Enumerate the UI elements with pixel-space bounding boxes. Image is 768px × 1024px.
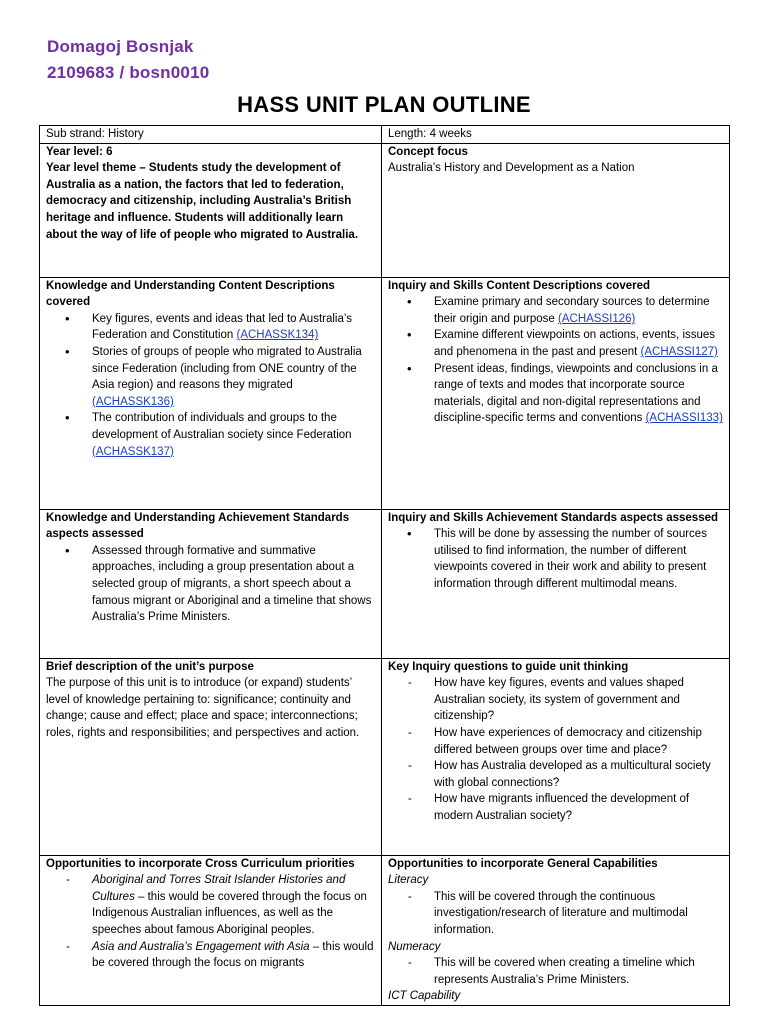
concept-heading: Concept focus <box>388 145 468 158</box>
list-item <box>92 410 376 460</box>
list-item-text: Present ideas, findings, viewpoints and conclusions in a range of texts and modes that incorporate source materials, digital and non-digital representations and discipline-specific terms and conventions <box>434 362 718 425</box>
list-item-text: Key figures, events and ideas that led to Australia’s Federation and Constitution <box>92 312 352 342</box>
curriculum-code-link[interactable]: (ACHASSI126) <box>558 312 636 325</box>
document-title: HASS UNIT PLAN OUTLINE <box>237 92 531 117</box>
curriculum-code-link[interactable]: (ACHASSK137) <box>92 445 174 458</box>
ku-achievement-cell <box>40 509 382 658</box>
substrand-cell <box>40 126 382 144</box>
table-row <box>40 126 730 144</box>
priority-title: Aboriginal and Torres Strait Islander Histories and Cultures <box>92 874 346 903</box>
list-item: - How have migrants influenced the development of modern Australian society? <box>434 791 724 824</box>
curriculum-code-link[interactable]: (ACHASSK134) <box>236 329 319 342</box>
purpose-heading: Brief description of the unit’s purpose <box>46 660 254 673</box>
literacy-label: Literacy <box>388 874 429 887</box>
list-item <box>434 327 724 360</box>
list-item <box>434 361 724 427</box>
is-achievement-list <box>388 526 724 592</box>
numeracy-label: Numeracy <box>388 940 441 953</box>
list-item-text: The contribution of individuals and groups to the development of Australian society since Federation <box>92 412 352 441</box>
author-name: Domagoj Bosnjak <box>47 37 194 56</box>
literacy-list <box>388 889 724 939</box>
year-level-heading: Year level: 6 <box>46 145 113 158</box>
list-item-text: Stories of groups of people who migrated to Australia since Federation (including from ONE country of the Asia region) and reasons they migrated <box>92 345 362 392</box>
priority-title: Asia and Australia’s Engagement with Asia <box>92 940 310 953</box>
table-row <box>40 658 730 855</box>
list-item <box>434 526 724 592</box>
ict-label: ICT Capability <box>388 990 461 1003</box>
general-capabilities-heading: Opportunities to incorporate General Capabilities <box>388 857 658 870</box>
list-item-text: Assessed through formative and summative approaches, including a group presentation about a selected group of migrants, a short speech about a famous migrant or Aboriginal and a timeline that shows Australia’s Prime Ministers. <box>92 544 372 624</box>
priority-text: – this would be covered through the focus on migrants <box>92 940 374 970</box>
list-item-text: This will be done by assessing the number of sources utilised to find information, the number of different viewpoints covered in their work and ability to present information through different multimodal means. <box>434 528 707 590</box>
table-row <box>40 855 730 1005</box>
unit-plan-table <box>39 125 730 1006</box>
is-content-list <box>388 294 724 427</box>
substrand-label: Sub strand: History <box>46 128 144 140</box>
cross-curriculum-heading: Opportunities to incorporate Cross Curriculum priorities <box>46 857 355 870</box>
is-achievement-heading: Inquiry and Skills Achievement Standards aspects assessed <box>388 511 719 524</box>
priority-text: – this would be covered through the focus on Indigenous Australian influences, as well as the speeches about famous Aboriginal peoples. <box>92 890 367 936</box>
list-item: - This will be covered when creating a timeline which represents Australia’s Prime Ministers. <box>434 955 724 988</box>
list-item <box>92 543 376 626</box>
list-item <box>92 344 376 410</box>
list-item <box>92 939 376 972</box>
ku-content-heading: Knowledge and Understanding Content Descriptions covered <box>46 279 335 309</box>
concept-cell <box>382 143 730 277</box>
list-item: - How have key figures, events and values shaped Australian society, its system of government and citizenship? <box>434 675 724 725</box>
inquiry-questions-list <box>388 675 724 824</box>
ku-content-list <box>46 311 376 460</box>
curriculum-code-link[interactable]: (ACHASSK136) <box>92 395 174 408</box>
list-item <box>92 872 376 938</box>
numeracy-list <box>388 955 724 988</box>
inquiry-questions-heading: Key Inquiry questions to guide unit thinking <box>388 660 629 673</box>
list-item <box>434 294 724 327</box>
table-row <box>40 277 730 509</box>
is-content-cell <box>382 277 730 509</box>
inquiry-questions-cell <box>382 658 730 855</box>
length-cell <box>382 126 730 144</box>
is-content-heading: Inquiry and Skills Content Descriptions covered <box>388 279 651 292</box>
table-row <box>40 509 730 658</box>
curriculum-code-link[interactable]: (ACHASSI133) <box>645 412 723 425</box>
concept-text: Australia’s History and Development as a Nation <box>388 162 635 175</box>
general-capabilities-cell <box>382 855 730 1005</box>
year-level-theme: Year level theme – Students study the development of Australia as a nation, the factors that led to federation, democracy and citizenship, including Australia’s British heritage and influence. Students will additionally learn about the way of life of people who migrated to Australia. <box>46 162 359 241</box>
list-item: - How has Australia developed as a multicultural society with global connections? <box>434 758 724 791</box>
cross-curriculum-list <box>46 872 376 972</box>
is-achievement-cell <box>382 509 730 658</box>
purpose-cell <box>40 658 382 855</box>
ku-content-cell <box>40 277 382 509</box>
ku-achievement-list <box>46 543 376 626</box>
list-item <box>92 311 376 344</box>
table-row <box>40 143 730 277</box>
year-level-cell <box>40 143 382 277</box>
ku-achievement-heading: Knowledge and Understanding Achievement Standards aspects assessed <box>46 511 350 541</box>
list-item: - This will be covered through the continuous investigation/research of literature and multimodal information. <box>434 889 724 939</box>
list-item: - How have experiences of democracy and citizenship differed between groups over time and place? <box>434 725 724 758</box>
author-id: 2109683 / bosn0010 <box>47 63 210 82</box>
list-item-text: Examine primary and secondary sources to determine their origin and purpose <box>434 296 710 325</box>
length-label: Length: 4 weeks <box>388 128 472 140</box>
curriculum-code-link[interactable]: (ACHASSI127) <box>640 345 718 358</box>
cross-curriculum-cell <box>40 855 382 1005</box>
list-item-text: Examine different viewpoints on actions, events, issues and phenomena in the past and present <box>434 329 716 358</box>
purpose-text: The purpose of this unit is to introduce (or expand) students’ level of knowledge pertaining to: significance; continuity and change; cause and effect; place and space; interconnections; roles, rights and responsibilities; and perspectives and action. <box>46 677 360 739</box>
